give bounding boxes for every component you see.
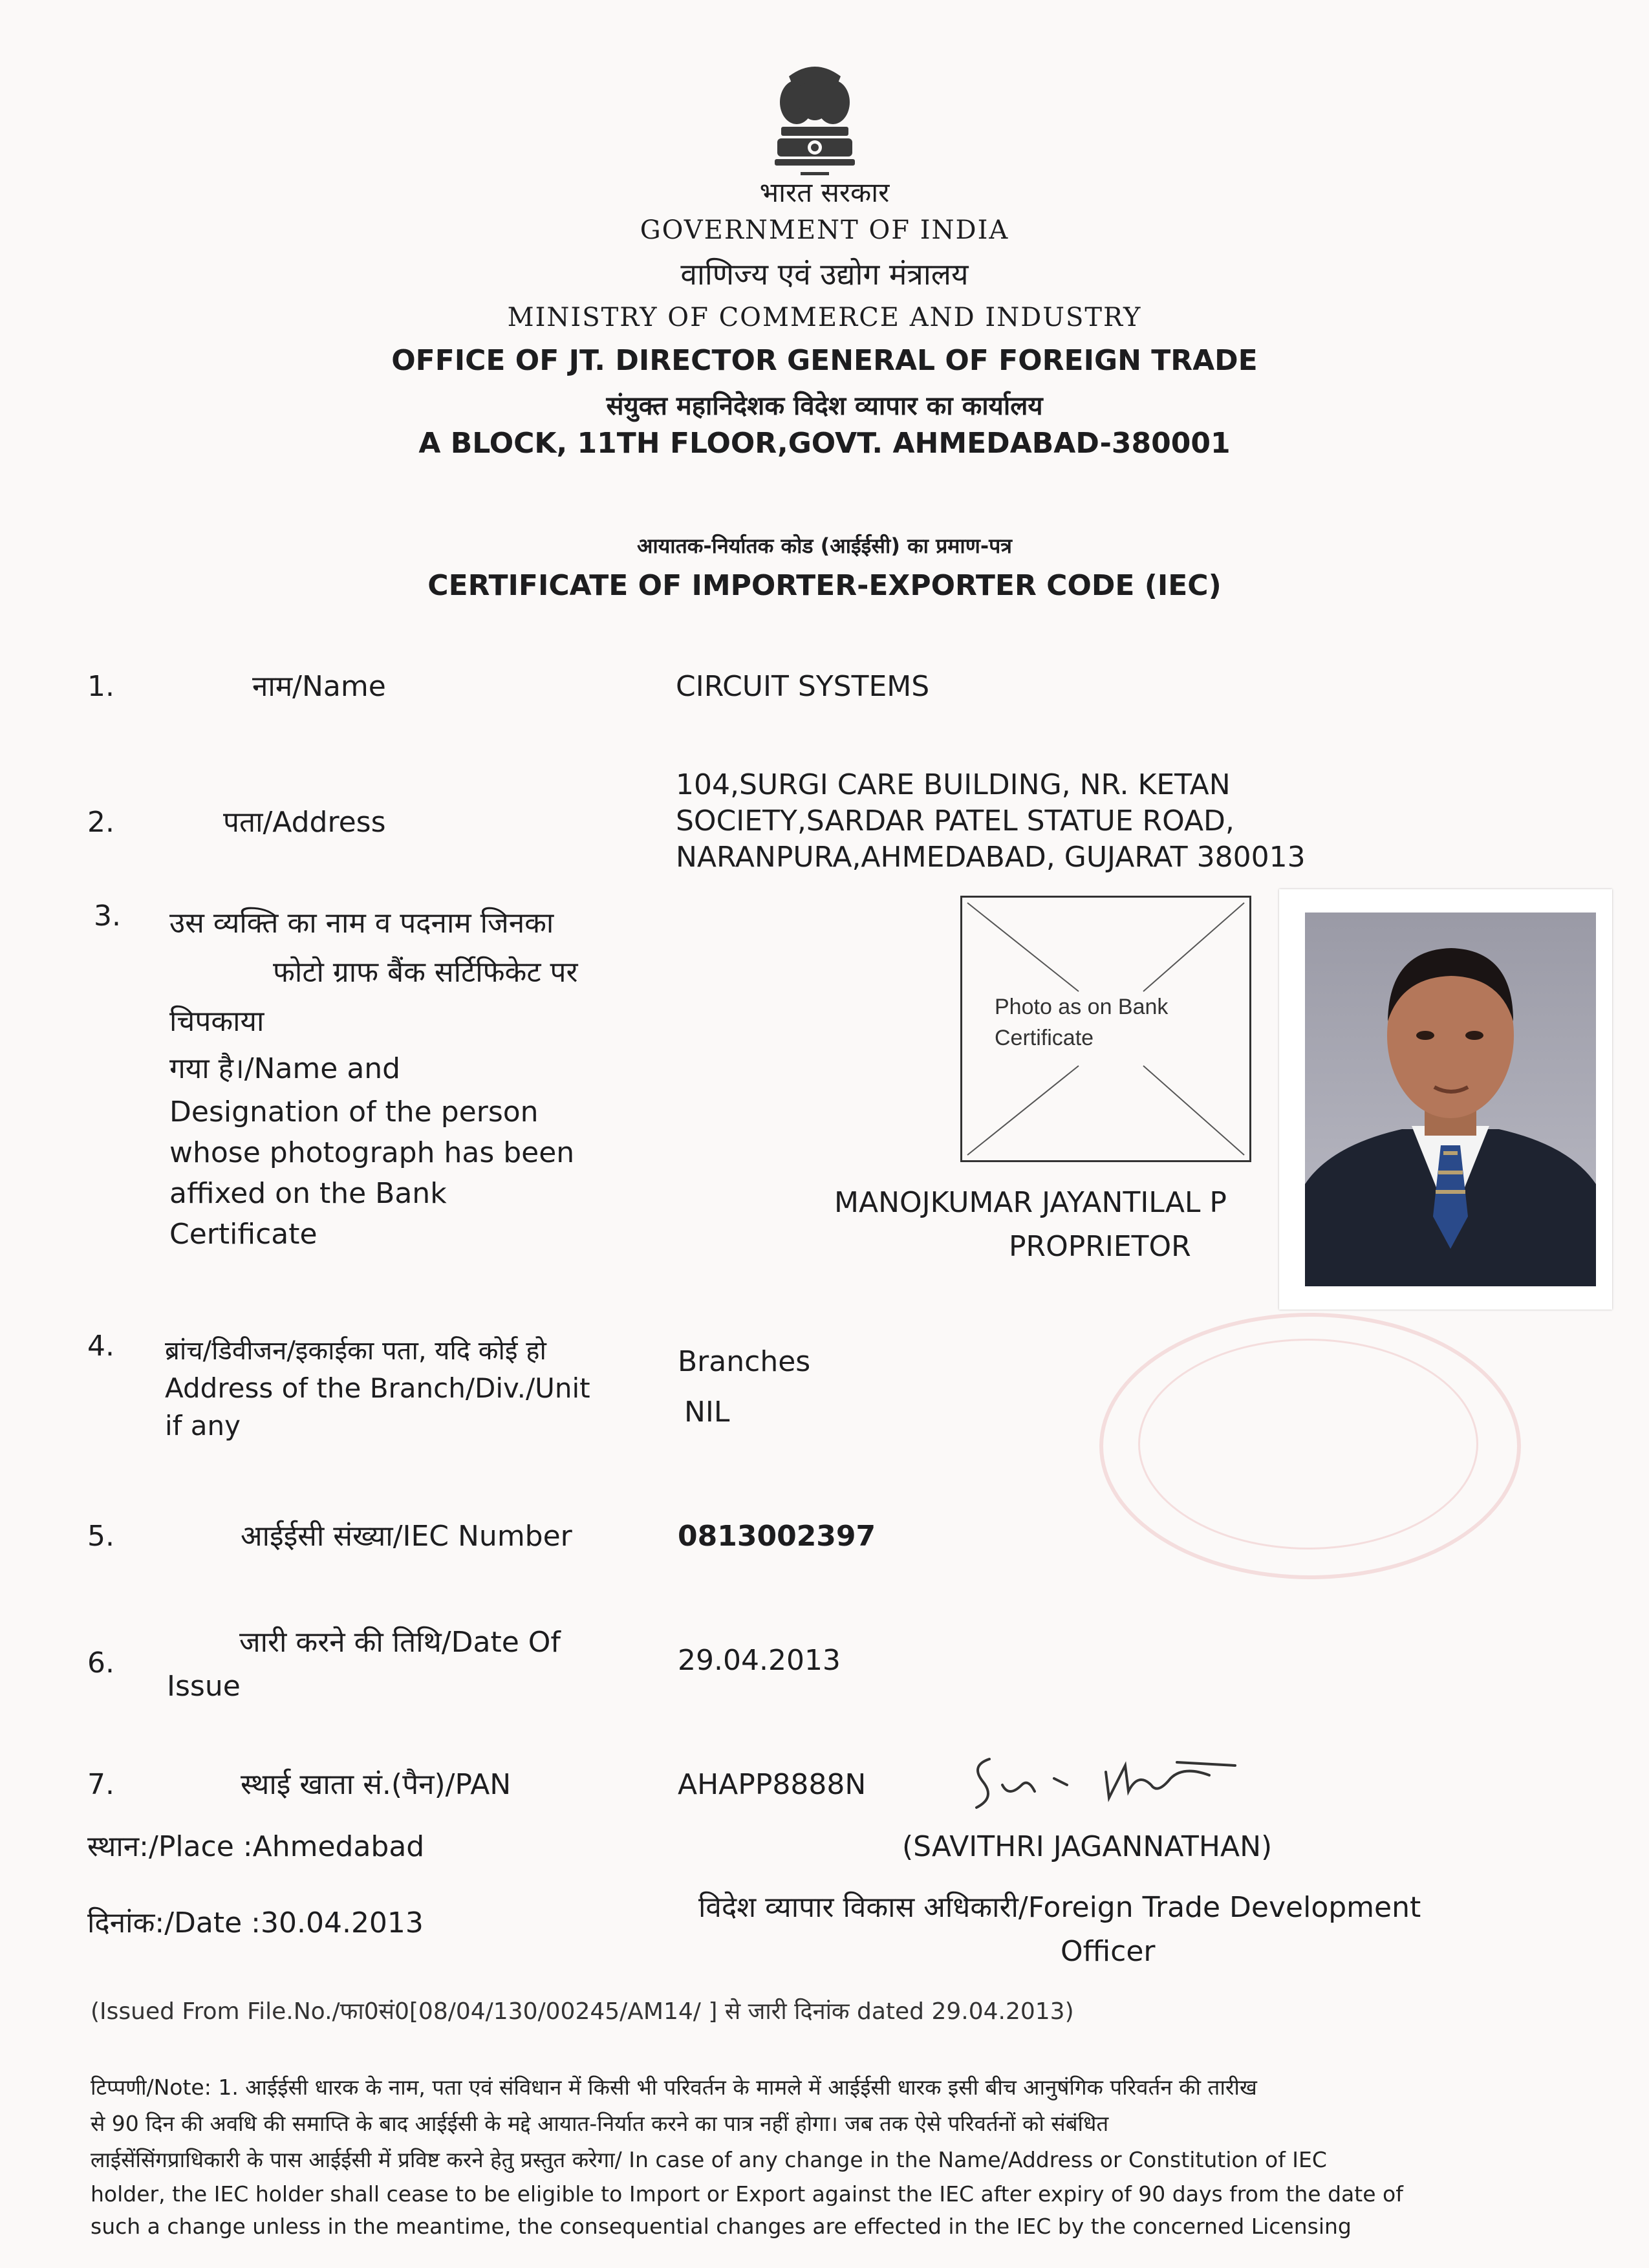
ministry-hindi: वाणिज्य एवं उद्योग मंत्रालय bbox=[680, 257, 969, 292]
govt-hindi: भारत सरकार bbox=[759, 177, 890, 208]
field-4-value-nil: NIL bbox=[684, 1396, 730, 1429]
office-title-hindi: संयुक्त महानिदेशक विदेश व्यापार का कार्यालय bbox=[606, 391, 1043, 421]
person-name: MANOJKUMAR JAYANTILAL P bbox=[834, 1186, 1227, 1219]
field-6-label: जारी करने की तिथि/Date Of Issue bbox=[167, 1626, 561, 1703]
office-title-english: OFFICE OF JT. DIRECTOR GENERAL OF FOREIGN TRADE bbox=[391, 344, 1258, 377]
field-1-label: नाम/Name bbox=[252, 670, 386, 703]
field-4-number: 4. bbox=[87, 1330, 114, 1363]
field-7-label: स्थाई खाता सं.(पैन)/PAN bbox=[241, 1768, 512, 1801]
field-3-number: 3. bbox=[94, 900, 121, 933]
affixed-photograph bbox=[1279, 889, 1612, 1310]
field-2-number: 2. bbox=[87, 806, 114, 839]
signatory-designation-line1: विदेश व्यापार विकास अधिकारी/Foreign Trade Development bbox=[698, 1891, 1421, 1924]
signatory-name: (SAVITHRI JAGANNATHAN) bbox=[902, 1830, 1273, 1863]
field-5-label: आईईसी संख्या/IEC Number bbox=[241, 1520, 572, 1553]
iec-number-value: 0813002397 bbox=[678, 1520, 876, 1553]
field-5-number: 5. bbox=[87, 1520, 114, 1553]
field-3-label: उस व्यक्ति का नाम व पदनाम जिनका फोटो ग्राफ बैंक सर्टिफिकेट पर चिपकाया गया है।/Name and Designation of the person whose photograph has been affixed on the Bank Certificate bbox=[169, 907, 578, 1251]
issued-from-text: (Issued From File.No./फा0सं0[08/04/130/00245/AM14/ ] से जारी दिनांक dated 29.04.2013) bbox=[91, 1998, 1074, 2025]
office-address: A BLOCK, 11TH FLOOR,GOVT. AHMEDABAD-380001 bbox=[418, 427, 1231, 460]
field-6-number: 6. bbox=[87, 1647, 114, 1679]
signature-icon bbox=[964, 1746, 1261, 1817]
field-4-value-branches: Branches bbox=[678, 1345, 811, 1378]
date-of-issue-value: 29.04.2013 bbox=[678, 1644, 841, 1677]
field-1-number: 1. bbox=[87, 670, 114, 703]
place-text: स्थान:/Place :Ahmedabad bbox=[87, 1830, 425, 1863]
field-1-value: CIRCUIT SYSTEMS bbox=[676, 670, 930, 703]
official-seal-inner-ring bbox=[1138, 1339, 1478, 1550]
person-designation: PROPRIETOR bbox=[1009, 1230, 1191, 1263]
field-2-label: पता/Address bbox=[223, 806, 386, 839]
person-portrait-icon bbox=[1305, 913, 1596, 1286]
field-7-number: 7. bbox=[87, 1768, 114, 1801]
govt-english: GOVERNMENT OF INDIA bbox=[640, 215, 1009, 245]
note-paragraph: टिप्पणी/Note: 1. आईईसी धारक के नाम, पता एवं संविधान में किसी भी परिवर्तन के मामले में आईईसी धारक इसी बीच आनुषंगिक परिवर्तन की तारीख से 90 दिन की अवधि की समाप्ति के बाद आईईसी के मद्दे आयात-निर्यात करने का पात्र नहीं होगा। जब तक ऐसे परिवर्तनों को संबंधित लाईसेंसिंगप्राधिकारी के पास आईईसी में प्रविष्ट करने हेतु प्रस्तुत करेगा/ In case of any change in the Name/Address or Constitution of IEC holder, the IEC holder shall cease to be eligible to Import or Export against the IEC after expiry of 90 days from the date of such a change unless in the meantime, the consequential changes are effected in the IEC by the concerned Licensing bbox=[91, 2075, 1403, 2239]
field-2-value: 104,SURGI CARE BUILDING, NR. KETAN SOCIETY,SARDAR PATEL STATUE ROAD, NARANPURA,AHMEDABAD, GUJARAT 380013 bbox=[676, 768, 1306, 874]
ministry-english: MINISTRY OF COMMERCE AND INDUSTRY bbox=[507, 303, 1142, 332]
certificate-title-hindi: आयातक-निर्यातक कोड (आईईसी) का प्रमाण-पत्र bbox=[637, 534, 1012, 558]
pan-value: AHAPP8888N bbox=[678, 1768, 867, 1801]
field-4-label: ब्रांच/डिवीजन/इकाईका पता, यदि कोई हो Address of the Branch/Div./Unit if any bbox=[165, 1336, 590, 1442]
national-emblem-icon bbox=[763, 57, 867, 186]
signatory-designation-line2: Officer bbox=[1061, 1935, 1156, 1968]
certificate-title-english: CERTIFICATE OF IMPORTER-EXPORTER CODE (IEC) bbox=[427, 569, 1222, 602]
photo-placeholder-box bbox=[960, 896, 1251, 1162]
date-text: दिनांक:/Date :30.04.2013 bbox=[87, 1906, 424, 1939]
photo-placeholder-text: Photo as on Bank Certificate bbox=[995, 995, 1169, 1050]
